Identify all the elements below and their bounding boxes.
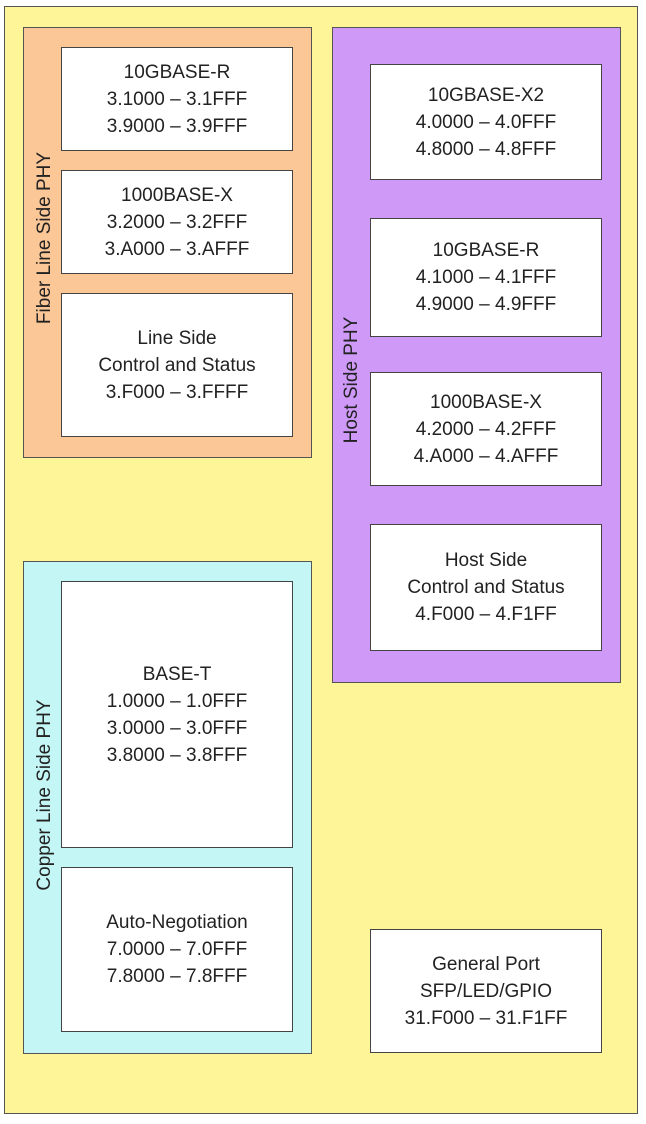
block-title: Auto-Negotiation — [106, 912, 248, 933]
copper-line-side-phy-label: Copper Line Side PHY — [34, 699, 55, 891]
register-range: 3.2000 – 3.2FFF — [106, 211, 248, 233]
block-title: 10GBASE-X2 — [427, 84, 545, 106]
register-range: 3.F000 – 3.FFFF — [105, 381, 249, 403]
register-range: 4.2000 – 4.2FFF — [415, 418, 557, 440]
block-title: Control and Status — [407, 577, 565, 598]
block-title: Line Side — [137, 327, 217, 349]
register-range: 4.9000 – 4.9FFF — [415, 294, 557, 315]
register-range: 3.9000 – 3.9FFF — [106, 115, 248, 137]
register-range: 4.1000 – 4.1FFF — [415, 267, 557, 288]
register-range: 4.F000 – 4.F1FF — [415, 604, 557, 625]
host-10gbase-r-block — [370, 218, 602, 337]
block-title: BASE-T — [142, 663, 212, 685]
block-title: General Port — [432, 953, 540, 975]
register-range: 7.8000 – 7.8FFF — [106, 966, 248, 987]
host-side-control-status-block — [370, 524, 602, 651]
register-range: 3.0000 – 3.0FFF — [106, 717, 248, 739]
register-range: 4.0000 – 4.0FFF — [415, 111, 557, 133]
host-10gbase-x2-block — [370, 64, 602, 180]
block-title: 1000BASE-X — [121, 184, 233, 206]
base-t-block — [61, 581, 293, 848]
host-1000base-x-block — [370, 372, 602, 486]
auto-negotiation-block — [61, 867, 293, 1032]
register-range: 31.F000 – 31.F1FF — [404, 1007, 568, 1029]
register-range: 3.A000 – 3.AFFF — [104, 238, 250, 260]
block-title: 10GBASE-R — [432, 240, 540, 261]
general-port-block — [370, 929, 602, 1053]
block-title: Host Side — [444, 550, 528, 571]
block-title: 1000BASE-X — [430, 391, 542, 413]
register-range: 1.0000 – 1.0FFF — [106, 690, 248, 712]
register-range: 3.1000 – 3.1FFF — [106, 88, 248, 110]
block-title: SFP/LED/GPIO — [420, 980, 552, 1002]
block-title: Control and Status — [98, 354, 256, 376]
line-side-control-status-block — [61, 293, 293, 437]
fiber-1000base-x-block — [61, 170, 293, 274]
host-side-phy-label: Host Side PHY — [341, 316, 362, 444]
register-range: 4.A000 – 4.AFFF — [413, 445, 559, 467]
block-title: 10GBASE-R — [123, 61, 231, 83]
fiber-10gbase-r-block — [61, 47, 293, 151]
register-range: 4.8000 – 4.8FFF — [415, 138, 557, 160]
register-range: 3.8000 – 3.8FFF — [106, 744, 248, 766]
register-range: 7.0000 – 7.0FFF — [106, 939, 248, 960]
fiber-line-side-phy-label: Fiber Line Side PHY — [34, 151, 55, 325]
